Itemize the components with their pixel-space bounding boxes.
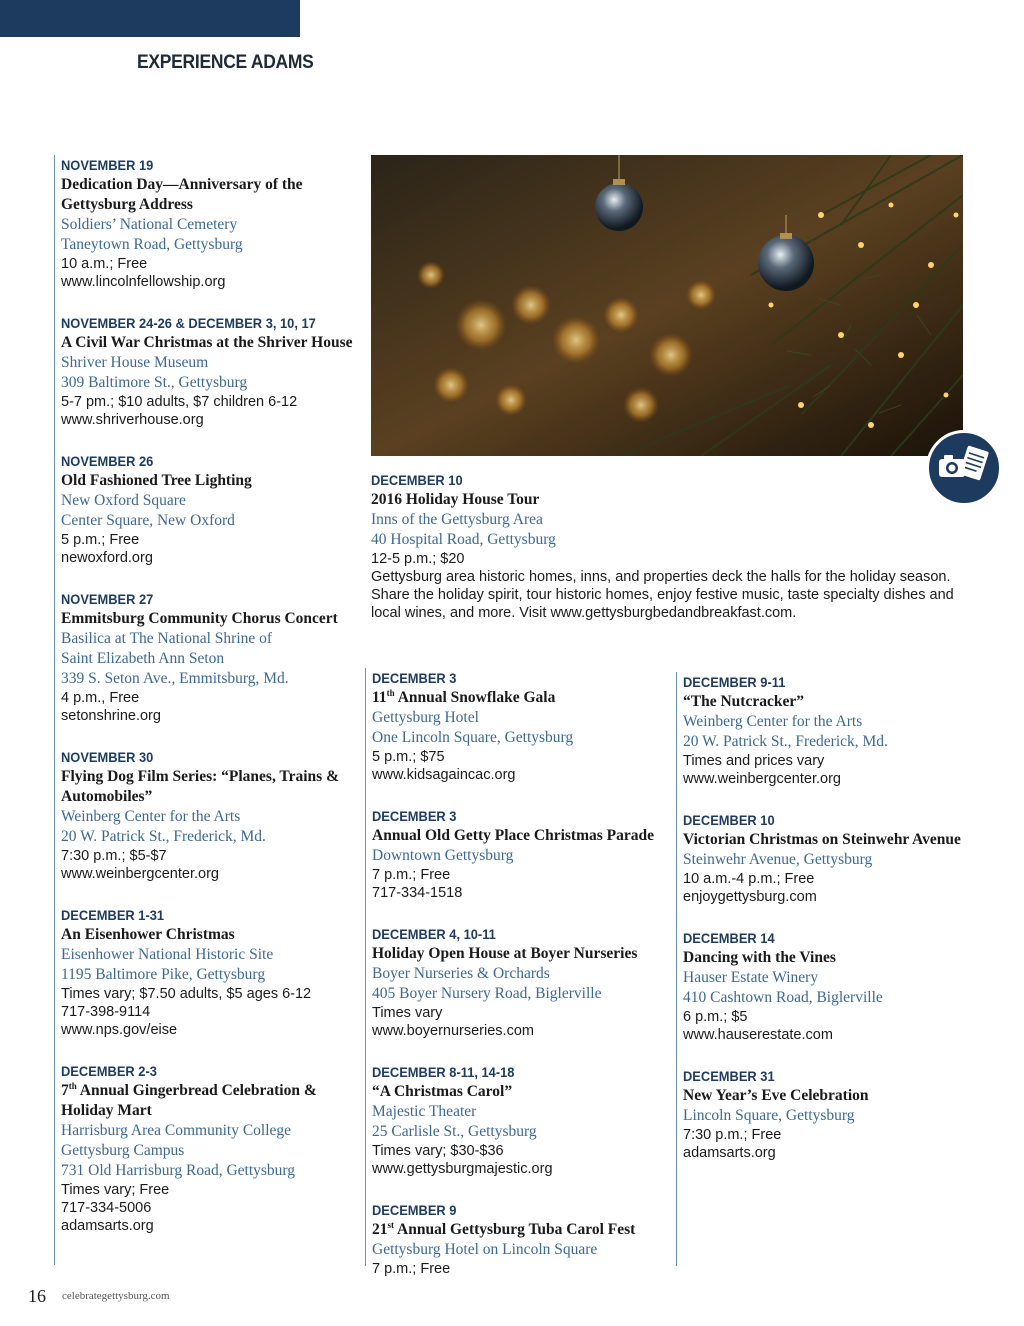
event-venue: 20 W. Patrick St., Frederick, Md.	[683, 733, 888, 750]
event-venue: 1195 Baltimore Pike, Gettysburg	[61, 966, 266, 983]
event-listing	[372, 924, 666, 1040]
event-date: DECEMBER 10	[371, 472, 463, 488]
event-info: 717-334-5006	[61, 1200, 152, 1216]
event-listing	[61, 155, 355, 291]
event-title-text: “A Christmas Carol”	[372, 1083, 513, 1100]
event-listing	[61, 313, 355, 429]
event-title	[61, 609, 355, 629]
event-venue: Gettysburg Hotel	[372, 709, 479, 726]
event-title-text: Victorian Christmas on Steinwehr Avenue	[683, 831, 961, 848]
event-date: NOVEMBER 26	[61, 453, 154, 469]
event-info: setonshrine.org	[61, 708, 161, 724]
event-info: 7:30 p.m.; $5-$7	[61, 848, 167, 864]
event-listing	[372, 1062, 666, 1178]
event-info: 12-5 p.m.; $20	[371, 551, 465, 567]
event-listing	[61, 589, 355, 725]
event-venue: One Lincoln Square, Gettysburg	[372, 729, 574, 746]
event-title	[372, 688, 666, 708]
event-title	[372, 944, 666, 964]
event-venue: Downtown Gettysburg	[372, 847, 514, 864]
event-title	[61, 925, 355, 945]
event-title-text: Annual Gettysburg Tuba Carol Fest	[394, 1221, 636, 1238]
event-listing	[61, 1061, 355, 1235]
event-listing	[683, 810, 977, 906]
event-info: adamsarts.org	[683, 1145, 776, 1161]
event-venue: Majestic Theater	[372, 1103, 477, 1120]
event-venue: Taneytown Road, Gettysburg	[61, 236, 243, 253]
event-info: 7:30 p.m.; Free	[683, 1127, 782, 1143]
event-title	[61, 767, 355, 807]
event-info: adamsarts.org	[61, 1218, 154, 1234]
event-info: www.shriverhouse.org	[61, 412, 204, 428]
ordinal-suffix: st	[387, 1219, 394, 1230]
event-info: 10 a.m.-4 p.m.; Free	[683, 871, 815, 887]
event-date: DECEMBER 9-11	[683, 674, 786, 690]
event-title-text: An Eisenhower Christmas	[61, 926, 235, 943]
event-info: www.boyernurseries.com	[372, 1023, 534, 1039]
events-column-right	[676, 672, 977, 1266]
event-date: DECEMBER 4, 10-11	[372, 926, 496, 942]
event-info: 717-398-9114	[61, 1004, 151, 1020]
event-info: 7 p.m.; Free	[372, 867, 451, 883]
event-info: newoxford.org	[61, 550, 153, 566]
event-title-text: Annual Snowflake Gala	[394, 689, 556, 706]
event-title	[683, 948, 977, 968]
event-listing	[372, 806, 666, 902]
event-info: 5 p.m.; $75	[372, 749, 445, 765]
event-listing	[61, 905, 355, 1039]
event-listing	[683, 672, 977, 788]
event-date: DECEMBER 2-3	[61, 1063, 157, 1079]
event-venue: Gettysburg Campus	[61, 1142, 185, 1159]
footer-url: celebrategettysburg.com	[62, 1290, 170, 1302]
event-title-text: Annual Gingerbread Celebration & Holiday Mart	[61, 1082, 317, 1119]
event-info: 5-7 pm.; $10 adults, $7 children 6-12	[61, 394, 298, 410]
event-title-text: Holiday Open House at Boyer Nurseries	[372, 945, 638, 962]
event-title-text: A Civil War Christmas at the Shriver House	[61, 334, 353, 351]
event-title-text: Old Fashioned Tree Lighting	[61, 472, 252, 489]
event-venue: Saint Elizabeth Ann Seton	[61, 650, 225, 667]
event-title	[61, 1081, 355, 1121]
event-title	[683, 830, 977, 850]
event-info: www.lincolnfellowship.org	[61, 274, 226, 290]
event-listing	[61, 451, 355, 567]
event-date: DECEMBER 9	[372, 1202, 457, 1218]
event-venue: Gettysburg Hotel on Lincoln Square	[372, 1241, 598, 1258]
ordinal-number: 7	[61, 1082, 69, 1099]
event-info: 4 p.m., Free	[61, 690, 140, 706]
event-info: www.hauserestate.com	[683, 1027, 833, 1043]
event-listing	[683, 928, 977, 1044]
event-venue: Hauser Estate Winery	[683, 969, 819, 986]
event-info: Times and prices vary	[683, 753, 825, 769]
event-venue: 309 Baltimore St., Gettysburg	[61, 374, 248, 391]
event-title-text: Dancing with the Vines	[683, 949, 836, 966]
event-info: enjoygettysburg.com	[683, 889, 817, 905]
event-title-text: Flying Dog Film Series: “Planes, Trains & Automobiles”	[61, 768, 339, 805]
event-listing	[61, 747, 355, 883]
event-venue: Boyer Nurseries & Orchards	[372, 965, 550, 982]
event-venue: Basilica at The National Shrine of	[61, 630, 273, 647]
event-info: www.weinbergcenter.org	[61, 866, 219, 882]
event-date: DECEMBER 3	[372, 808, 457, 824]
event-venue: New Oxford Square	[61, 492, 186, 509]
event-venue: Shriver House Museum	[61, 354, 209, 371]
event-listing	[372, 1200, 666, 1278]
event-title	[683, 1086, 977, 1106]
event-description: Gettysburg area historic homes, inns, and properties deck the halls for the holiday season. Share the holiday spirit, tour historic homes, enjoy festive music, taste specialty dishes and local wines, and more. Visit www.gettysburgbedandbreakfast.com.	[371, 569, 954, 621]
event-venue: Center Square, New Oxford	[61, 512, 235, 529]
event-title	[683, 692, 977, 712]
event-date: DECEMBER 3	[372, 670, 457, 686]
event-info: 717-334-1518	[372, 885, 463, 901]
event-info: 5 p.m.; Free	[61, 532, 140, 548]
event-info: 6 p.m.; $5	[683, 1009, 748, 1025]
event-venue: 25 Carlisle St., Gettysburg	[372, 1123, 537, 1140]
event-listing	[372, 668, 666, 784]
event-title-text: “The Nutcracker”	[683, 693, 804, 710]
event-info: www.weinbergcenter.org	[683, 771, 841, 787]
event-listing	[683, 1066, 977, 1162]
event-venue: 731 Old Harrisburg Road, Gettysburg	[61, 1162, 296, 1179]
featured-event	[365, 470, 965, 644]
page-number: 16	[28, 1286, 46, 1306]
events-column-middle	[365, 668, 666, 1277]
event-venue: Steinwehr Avenue, Gettysburg	[683, 851, 873, 868]
event-title	[61, 471, 355, 491]
event-venue: 339 S. Seton Ave., Emmitsburg, Md.	[61, 670, 289, 687]
event-title-text: New Year’s Eve Celebration	[683, 1087, 869, 1104]
event-date: NOVEMBER 19	[61, 157, 154, 173]
event-venue: Weinberg Center for the Arts	[683, 713, 863, 730]
event-date: DECEMBER 1-31	[61, 907, 165, 923]
event-title	[372, 826, 666, 846]
event-info: Times vary	[372, 1005, 443, 1021]
event-title-text: Annual Old Getty Place Christmas Parade	[372, 827, 654, 844]
event-info: Times vary; Free	[61, 1182, 170, 1198]
ordinal-number: 21	[372, 1221, 388, 1238]
event-venue: 20 W. Patrick St., Frederick, Md.	[61, 828, 266, 845]
event-venue: 405 Boyer Nursery Road, Biglerville	[372, 985, 602, 1002]
event-info: 7 p.m.; Free	[372, 1261, 451, 1277]
event-info: Times vary; $7.50 adults, $5 ages 6-12	[61, 986, 312, 1002]
event-date: DECEMBER 8-11, 14-18	[372, 1064, 515, 1080]
event-venue: Soldiers’ National Cemetery	[61, 216, 238, 233]
event-title	[372, 1220, 666, 1240]
event-venue: Inns of the Gettysburg Area	[371, 511, 543, 528]
event-title	[61, 175, 355, 215]
ordinal-suffix: th	[386, 687, 395, 698]
event-venue: Lincoln Square, Gettysburg	[683, 1107, 855, 1124]
event-venue: 40 Hospital Road, Gettysburg	[371, 531, 556, 548]
event-info: www.gettysburgmajestic.org	[372, 1161, 553, 1177]
events-column-left	[54, 155, 355, 1265]
ordinal-suffix: th	[68, 1080, 77, 1091]
event-info: www.nps.gov/eise	[61, 1022, 178, 1038]
event-date: NOVEMBER 27	[61, 591, 154, 607]
event-venue: Eisenhower National Historic Site	[61, 946, 274, 963]
event-info: Times vary; $30-$36	[372, 1143, 504, 1159]
event-title: 2016 Holiday House Tour	[371, 491, 540, 508]
event-date: DECEMBER 10	[683, 812, 775, 828]
event-date: DECEMBER 14	[683, 930, 775, 946]
christmas-tree-photo	[371, 155, 963, 456]
event-venue: Weinberg Center for the Arts	[61, 808, 241, 825]
section-title: EXPERIENCE ADAMS	[137, 52, 314, 73]
event-title	[61, 333, 355, 353]
ordinal-number: 11	[372, 689, 387, 706]
event-info: www.kidsagaincac.org	[372, 767, 516, 783]
event-info: 10 a.m.; Free	[61, 256, 148, 272]
event-date: DECEMBER 31	[683, 1068, 775, 1084]
photo-illustration	[371, 155, 963, 456]
event-date: NOVEMBER 30	[61, 749, 154, 765]
event-venue: 410 Cashtown Road, Biglerville	[683, 989, 883, 1006]
event-title-text: Dedication Day—Anniversary of the Gettysburg Address	[61, 176, 303, 213]
event-date: NOVEMBER 24-26 & DECEMBER 3, 10, 17	[61, 315, 316, 331]
event-title-text: Emmitsburg Community Chorus Concert	[61, 610, 338, 627]
top-color-bar	[0, 0, 300, 37]
event-venue: Harrisburg Area Community College	[61, 1122, 292, 1139]
event-title	[372, 1082, 666, 1102]
